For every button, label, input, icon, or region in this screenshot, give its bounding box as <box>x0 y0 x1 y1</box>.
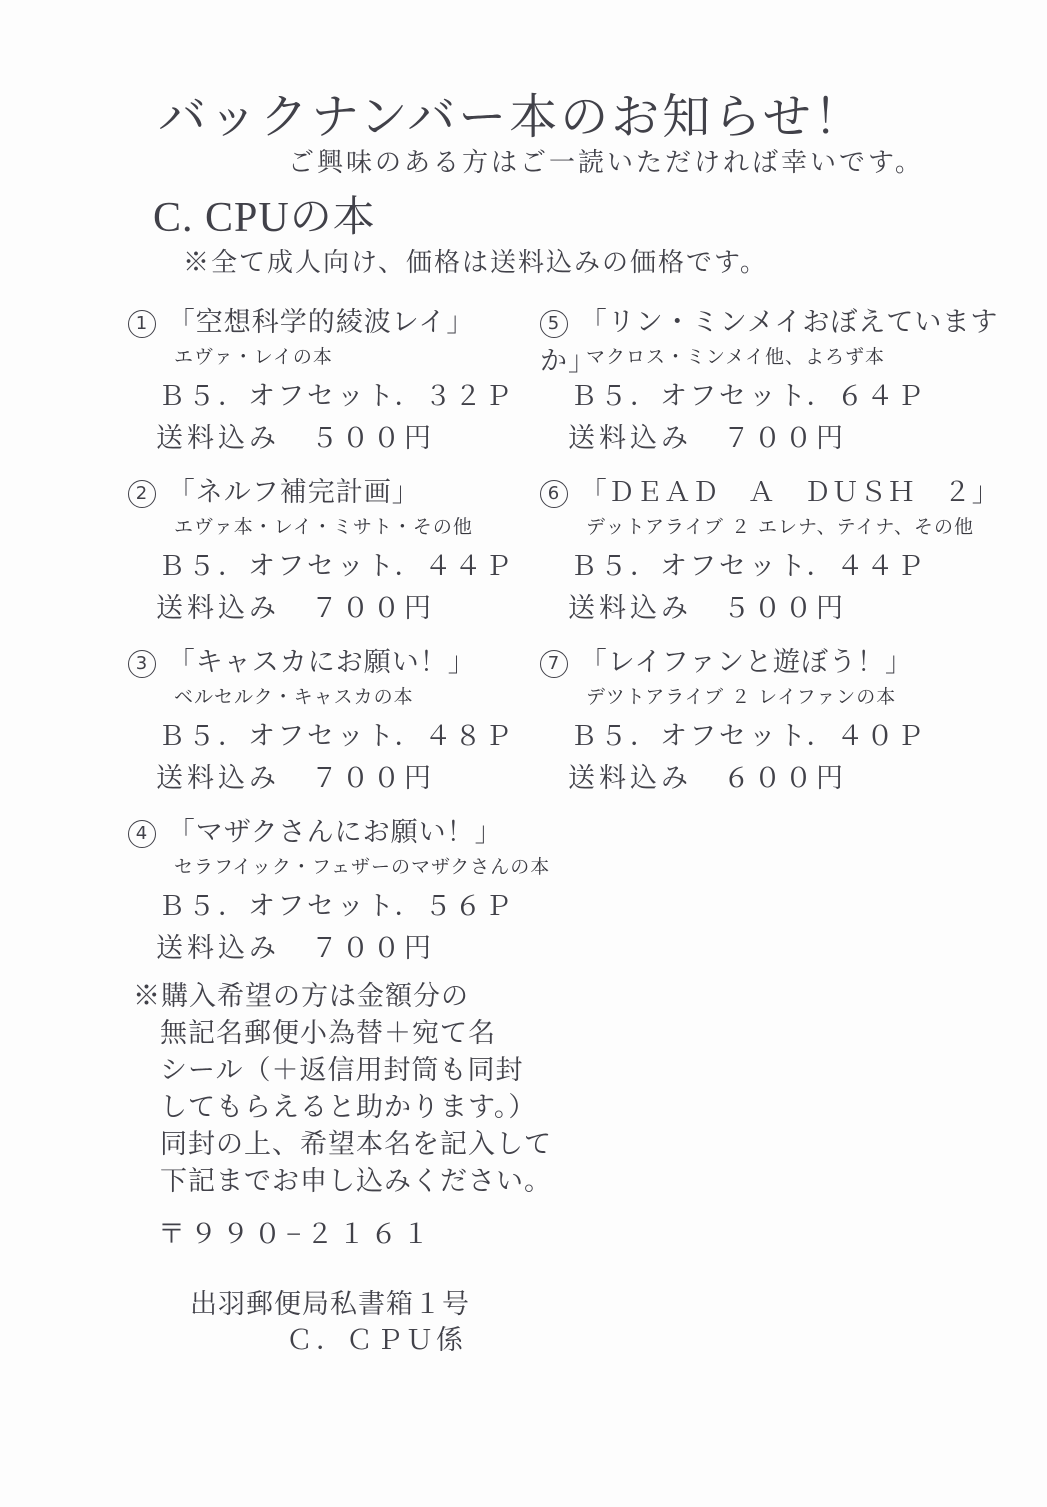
book-item-4 <box>128 810 568 980</box>
book-title: 「リン・ミンメイおぼえていますか」 <box>540 307 999 376</box>
circled-number-icon: 6 <box>540 480 568 508</box>
section-heading: C. CPUの本 <box>153 195 376 241</box>
book-title: 「レイファンと遊ぼう！」 <box>579 647 914 677</box>
book-price: 送料込み ５００円 <box>156 423 435 453</box>
book-description: セラフイック・フェザーのマザクさんの本 <box>174 856 551 878</box>
book-price: 送料込み ６００円 <box>568 763 847 793</box>
ordering-note-line: 同封の上、希望本名を記入して <box>160 1129 552 1159</box>
book-item-7 <box>540 640 1040 810</box>
recipient-line: Ｃ．ＣＰＵ係 <box>286 1325 466 1355</box>
postal-code: 〒９９０−２１６１ <box>158 1219 435 1249</box>
book-spec: Ｂ５．オフセット．６４Ｐ <box>570 381 927 411</box>
book-description: デットアライブ ２ エレナ、テイナ、その他 <box>586 516 975 538</box>
book-spec: Ｂ５．オフセット．４４Ｐ <box>570 551 927 581</box>
circled-number-icon: 2 <box>128 480 156 508</box>
page-title: バックナンバー本のお知らせ！ <box>158 91 865 144</box>
address-line: 出羽郵便局私書箱１号 <box>190 1289 470 1319</box>
book-title-line <box>128 810 568 852</box>
book-title-line <box>128 640 568 682</box>
book-item-5 <box>540 300 1040 470</box>
adult-price-note: ※全て成人向け、価格は送料込みの価格です。 <box>183 248 768 277</box>
ordering-note-line: ※購入希望の方は金額分の <box>133 981 469 1011</box>
book-spec: Ｂ５．オフセット．４８Ｐ <box>158 721 515 751</box>
book-item-2 <box>128 470 568 640</box>
book-price: 送料込み ５００円 <box>568 593 847 623</box>
book-list-right-column <box>540 300 1040 810</box>
book-price: 送料込み ７００円 <box>156 763 435 793</box>
ordering-note-line: 無記名郵便小為替＋宛て名 <box>160 1018 496 1048</box>
book-title-line <box>540 470 1040 512</box>
book-description: エヴァ・レイの本 <box>174 346 333 368</box>
book-spec: Ｂ５．オフセット．３２Ｐ <box>158 381 515 411</box>
circled-number-icon: 3 <box>128 650 156 678</box>
book-item-6 <box>540 470 1040 640</box>
book-spec: Ｂ５．オフセット．４４Ｐ <box>158 551 515 581</box>
book-title-line <box>128 300 568 342</box>
book-title-line <box>128 470 568 512</box>
book-title: 「ネルフ補完計画」 <box>167 477 420 507</box>
ordering-instructions <box>133 978 552 1200</box>
book-item-1 <box>128 300 568 470</box>
book-price: 送料込み ７００円 <box>156 933 435 963</box>
book-title-line <box>540 640 1040 682</box>
book-title: 「空想科学的綾波レイ」 <box>167 307 475 337</box>
book-list-left-column <box>128 300 568 980</box>
circled-number-icon: 1 <box>128 310 156 338</box>
book-item-3 <box>128 640 568 810</box>
book-price: 送料込み ７００円 <box>156 593 435 623</box>
book-description: ベルセルク・キャスカの本 <box>174 686 414 708</box>
book-title: 「キャスカにお願い！」 <box>167 647 476 677</box>
book-title: 「マザクさんにお願い！」 <box>167 817 503 847</box>
book-spec: Ｂ５．オフセット．４０Ｐ <box>570 721 927 751</box>
ordering-note-line: してもらえると助かります。） <box>160 1092 537 1122</box>
book-price: 送料込み ７００円 <box>568 423 847 453</box>
book-description: エヴァ本・レイ・ミサト・その他 <box>174 516 473 538</box>
page-subtitle: ご興味のある方はご一読いただければ幸いです。 <box>288 148 924 177</box>
book-title: 「ＤＥＡＤ Ａ ＤＵＳＨ ２」 <box>579 477 1000 507</box>
ordering-note-line: 下記までお申し込みください。 <box>160 1166 552 1196</box>
circled-number-icon: 4 <box>128 820 156 848</box>
book-description: デツトアライブ ２ レイファンの本 <box>586 686 897 708</box>
book-description: マクロス・ミンメイ他、よろず本 <box>586 346 886 368</box>
book-spec: Ｂ５．オフセット．５６Ｐ <box>158 891 515 921</box>
circled-number-icon: 5 <box>540 310 568 338</box>
circled-number-icon: 7 <box>540 650 568 678</box>
ordering-note-line: シール（＋返信用封筒も同封 <box>160 1055 524 1085</box>
